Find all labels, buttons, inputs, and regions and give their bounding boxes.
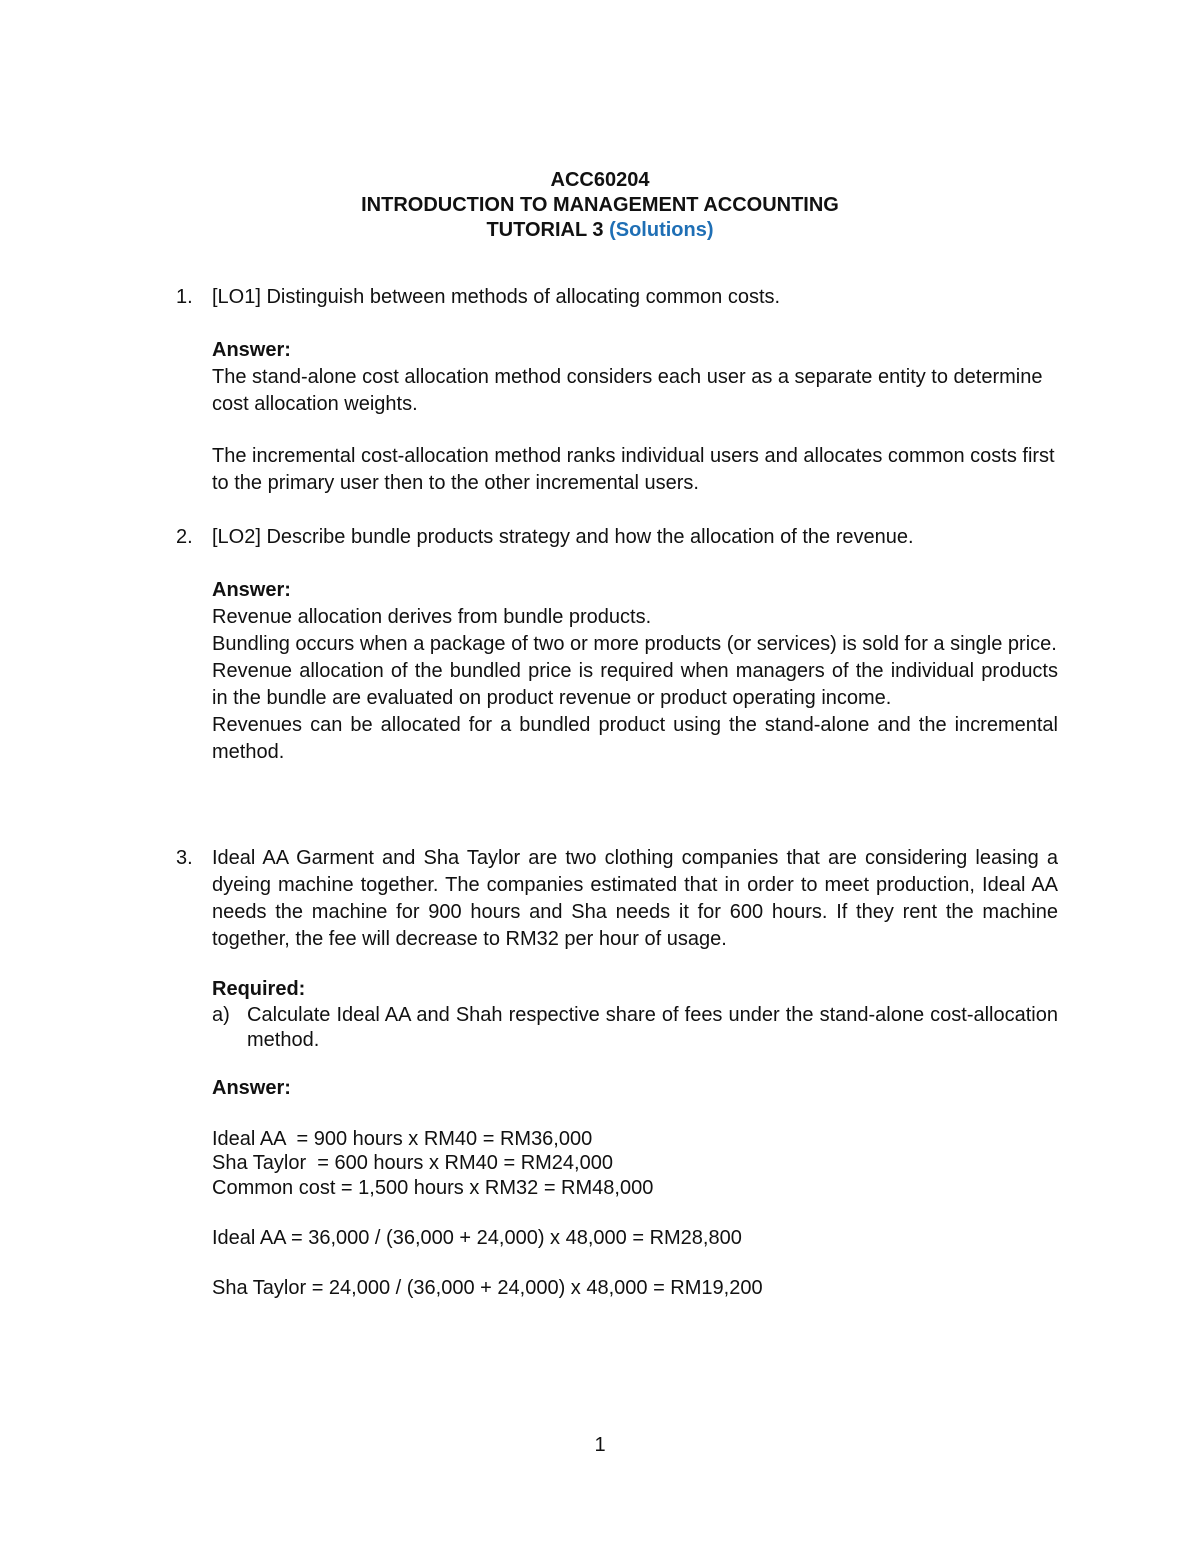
question-3-answer	[212, 1075, 1058, 1102]
tutorial-title	[0, 218, 1200, 243]
question-text: [LO1] Distinguish between methods of allocating common costs.	[212, 286, 781, 308]
answer-line: Revenue allocation derives from bundle products.	[212, 606, 652, 628]
calculation-line: Common cost = 1,500 hours x RM32 = RM48,000	[212, 1177, 654, 1199]
calculation-line: Sha Taylor = 24,000 / (36,000 + 24,000) x 48,000 = RM19,200	[212, 1277, 763, 1299]
answer-line: Revenue allocation of the bundled price is required when managers of the individual products in the bundle are evaluated on product revenue or product operating income.	[212, 660, 1058, 709]
question-3-body	[212, 845, 1058, 953]
question-number: 1.	[176, 286, 193, 308]
answer-label: Answer:	[212, 339, 291, 361]
course-title: INTRODUCTION TO MANAGEMENT ACCOUNTING	[361, 194, 839, 216]
question-text: Ideal AA Garment and Sha Taylor are two clothing companies that are considering leasing a dyeing machine together. The companies estimated that in order to meet production, Ideal AA needs the machine for 900 hours and Sha needs it for 600 hours. If they rent the machine together, the fee will decrease to RM32 per hour of usage.	[212, 847, 1058, 950]
calculation-line: Ideal AA = 900 hours x RM40 = RM36,000	[212, 1128, 593, 1150]
solutions-label: (Solutions)	[609, 219, 714, 241]
part-a-letter: a)	[212, 1004, 230, 1026]
course-code: ACC60204	[550, 169, 650, 191]
calculation-line: Sha Taylor = 600 hours x RM40 = RM24,000	[212, 1152, 613, 1174]
calculation-line: Ideal AA = 36,000 / (36,000 + 24,000) x 48,000 = RM28,800	[212, 1227, 742, 1249]
question-1-answer-2	[212, 443, 1058, 497]
part-a-text: Calculate Ideal AA and Shah respective share of fees under the stand-alone cost-allocation method.	[247, 1004, 1058, 1051]
answer-paragraph: The stand-alone cost allocation method considers each user as a separate entity to determine cost allocation weights.	[212, 366, 1043, 415]
question-number: 2.	[176, 526, 193, 548]
page-number: 1	[594, 1434, 606, 1456]
question-number: 3.	[176, 847, 193, 869]
answer-line: Revenues can be allocated for a bundled product using the stand-alone and the incremental method.	[212, 714, 1058, 763]
question-2-answer	[212, 577, 1058, 766]
question-1-answer	[212, 337, 1058, 418]
document-header	[0, 168, 1200, 243]
question-1-body	[212, 284, 1058, 311]
answer-paragraph: The incremental cost-allocation method ranks individual users and allocates common costs first to the primary user then to the other incremental users.	[212, 445, 1055, 494]
answer-label: Answer:	[212, 579, 291, 601]
required-section	[212, 976, 1058, 1003]
question-2-body	[212, 524, 1058, 551]
required-label: Required:	[212, 978, 306, 1000]
answer-line: Bundling occurs when a package of two or more products (or services) is sold for a single price.	[212, 633, 1057, 655]
question-text: [LO2] Describe bundle products strategy and how the allocation of the revenue.	[212, 526, 914, 548]
answer-label: Answer:	[212, 1077, 291, 1099]
tutorial-label: TUTORIAL 3	[486, 219, 604, 241]
